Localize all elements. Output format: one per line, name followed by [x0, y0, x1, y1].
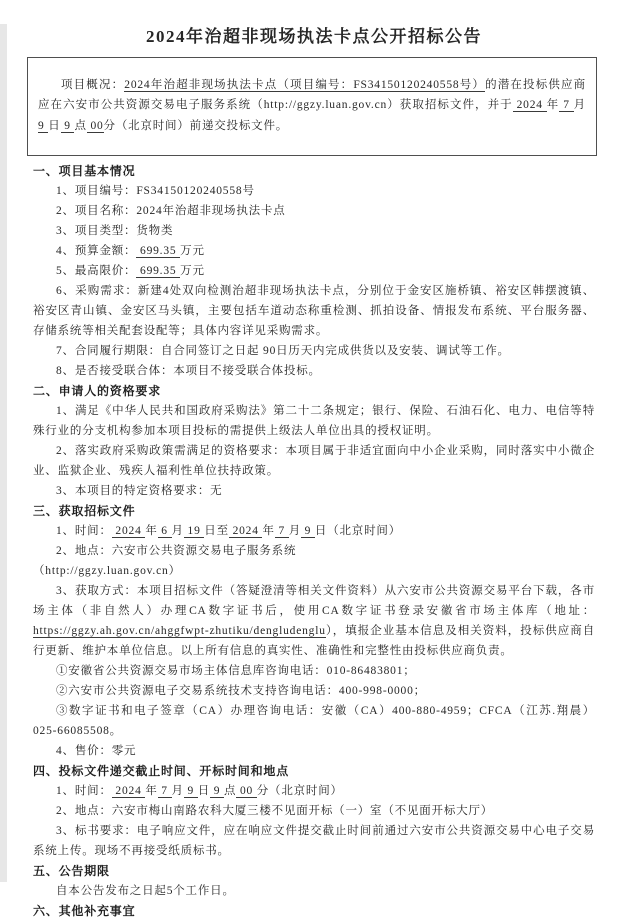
underlined-text: 2024: [512, 99, 547, 111]
text-run: 自本公告发布之日起5个工作日。: [56, 884, 235, 897]
text-run: 点: [223, 784, 237, 797]
paragraph: [33, 821, 595, 861]
text-run: 月: [171, 524, 184, 537]
text-run: 3、本项目的特定资格要求：无: [56, 484, 223, 497]
underlined-text: 00: [86, 119, 104, 132]
text-run: 7、合同履行期限：自合同签订之日起 90日历天内完成供货以及安装、调试等工作。: [56, 344, 510, 357]
text-run: 万元: [180, 244, 205, 257]
underlined-text: 7: [157, 784, 172, 797]
text-run: 2、落实政府采购政策需满足的资格要求：本项目属于非适宜面向中小企业采购，同时落实中小微企业、监狱企业、残疾人福利性单位扶持政策。: [33, 444, 595, 477]
text-run: 2、地点：六安市公共资源交易电子服务系统: [56, 544, 297, 557]
text-run: 年: [145, 784, 158, 797]
page-title: 2024年治超非现场执法卡点公开招标公告: [146, 27, 482, 46]
underlined-text: 9: [301, 524, 315, 537]
paragraph: [33, 521, 595, 541]
paragraph: [33, 481, 595, 501]
section-heading: 六、其他补充事宜: [33, 903, 136, 918]
underlined-text: 2024年治超非现场执法卡点（项目编号：FS34150120240558号）: [124, 78, 486, 91]
text-run: 分（北京时间）: [256, 784, 343, 797]
document-sections: [33, 161, 595, 921]
text-run: 3、项目类型：货物类: [56, 224, 174, 237]
paragraph: [33, 361, 595, 381]
underlined-text: 7: [274, 524, 289, 537]
text-run: 2、地点：六安市梅山南路农科大厦三楼不见面开标（一）室（不见面开标大厅）: [56, 804, 494, 817]
underlined-text: 00: [236, 784, 257, 797]
paragraph: [33, 681, 595, 701]
underlined-text: 2024: [111, 524, 146, 537]
paragraph: [33, 741, 595, 761]
text-run: 日至: [204, 524, 229, 537]
text-run: 5、最高限价：: [56, 264, 137, 277]
text-run: 4、预算金额：: [56, 244, 137, 257]
text-run: 1、满足《中华人民共和国政府采购法》第二十二条规定；银行、保险、石油石化、电力、电信等特殊行业的分支机构参加本项目投标的需提供上级法人单位出具的授权证明。: [33, 404, 595, 437]
text-run: 万元: [180, 264, 205, 277]
underlined-text: 19: [183, 524, 205, 537]
paragraph: [33, 241, 595, 261]
text-run: ①安徽省公共资源交易市场主体信息库咨询电话：010-86483801；: [56, 664, 416, 677]
text-run: 年: [145, 524, 158, 537]
paragraph: [33, 801, 595, 821]
page-edge-strip: [0, 24, 7, 882]
underlined-text: 9: [183, 784, 198, 797]
underlined-text: 2024: [228, 524, 263, 537]
paragraph: [33, 261, 595, 281]
paragraph: [33, 401, 595, 441]
text-run: ②六安市公共资源电子交易系统技术支持咨询电话：400-998-0000；: [56, 684, 426, 697]
paragraph: [33, 341, 595, 361]
paragraph: [33, 201, 595, 221]
underlined-text: 699.35: [136, 244, 181, 257]
text-run: 的潜在投标供应商应在六安市公共资源交易电子服务系统（http://ggzy.luan.gov.cn）获取招标文件，并于: [38, 78, 586, 111]
underlined-text: 7: [559, 99, 574, 111]
text-run: 月: [288, 524, 301, 537]
section-heading: 五、公告期限: [33, 863, 110, 878]
underlined-text: 9: [60, 119, 75, 132]
text-run: 月: [573, 99, 586, 111]
text-run: 日: [197, 784, 211, 797]
text-run: 3、标书要求：电子响应文件，应在响应文件提交截止时间前通过六安市公共资源交易中心电子交易系统上传。现场不再接受纸质标书。: [33, 824, 595, 857]
underlined-text: 699.35: [136, 264, 181, 277]
paragraph: [33, 181, 595, 201]
document-content: [33, 26, 595, 921]
text-run: 年: [546, 99, 560, 111]
underlined-text: 2024: [111, 784, 146, 797]
underlined-text: 9: [38, 119, 49, 132]
text-run: 1、时间：: [56, 524, 112, 537]
paragraph: [33, 221, 595, 241]
project-overview-paragraph: [38, 75, 586, 137]
text-run: 1、时间：: [56, 784, 112, 797]
text-run: 2、项目名称：2024年治超非现场执法卡点: [56, 204, 286, 217]
paragraph: [33, 541, 595, 561]
text-run: ），填报企业基本信息及相关资料，投标供应商自行更新、维护本单位信息。以上所有信息的真实性、准确性和完整性由投标供应商负责。: [33, 624, 595, 657]
text-run: 1、项目编号：FS34150120240558号: [56, 184, 255, 197]
text-run: 4、售价：零元: [56, 744, 137, 757]
underlined-text: 6: [157, 524, 172, 537]
paragraph: [33, 561, 595, 581]
text-run: 日（北京时间）: [314, 524, 402, 537]
paragraph: [33, 281, 595, 341]
text-run: 点: [74, 119, 87, 132]
text-run: 8、是否接受联合体：本项目不接受联合体投标。: [56, 364, 321, 377]
section-heading: 三、获取招标文件: [33, 503, 136, 518]
text-run: 分（北京时间）前递交投标文件。: [103, 119, 289, 132]
section-heading: 一、项目基本情况: [33, 163, 136, 178]
text-run: 日: [48, 119, 61, 132]
paragraph: [33, 781, 595, 801]
paragraph: [33, 661, 595, 681]
paragraph: [33, 701, 595, 741]
section-heading: 二、申请人的资格要求: [33, 383, 162, 398]
text-run: 项目概况：: [61, 78, 125, 91]
text-run: 3、获取方式：本项目招标文件（答疑澄清等相关文件资料）从六安市公共资源交易平台下载，各市场主体（非自然人）办理CA数字证书后，使用CA数字证书登录安徽省市场主体库（地址：: [33, 584, 595, 617]
text-run: 年: [262, 524, 275, 537]
underlined-text: 9: [210, 784, 224, 797]
project-overview-box: [27, 57, 597, 156]
text-run: （http://ggzy.luan.gov.cn）: [33, 564, 181, 577]
text-run: 6、采购需求：新建4处双向检测治超非现场执法卡点，分别位于金安区施桥镇、裕安区韩摆渡镇、裕安区青山镇、金安区马头镇，主要包括车道动态称重检测、抓拍设备、情报发布系统、平台服务器、存储系统等相关配套设配等；具体内容详见采购需求。: [33, 284, 595, 337]
text-run: 月: [171, 784, 184, 797]
text-run: ③数字证书和电子签章（CA）办理咨询电话：安徽（CA）400-880-4959；CFCA（江苏.翔晨）025-66085508。: [33, 704, 595, 737]
url-link[interactable]: https://ggzy.ah.gov.cn/ahggfwpt-zhutiku/dengludenglu: [33, 624, 326, 637]
paragraph: [33, 581, 595, 661]
paragraph: [33, 881, 595, 901]
paragraph: [33, 441, 595, 481]
section-heading: 四、投标文件递交截止时间、开标时间和地点: [33, 763, 290, 778]
